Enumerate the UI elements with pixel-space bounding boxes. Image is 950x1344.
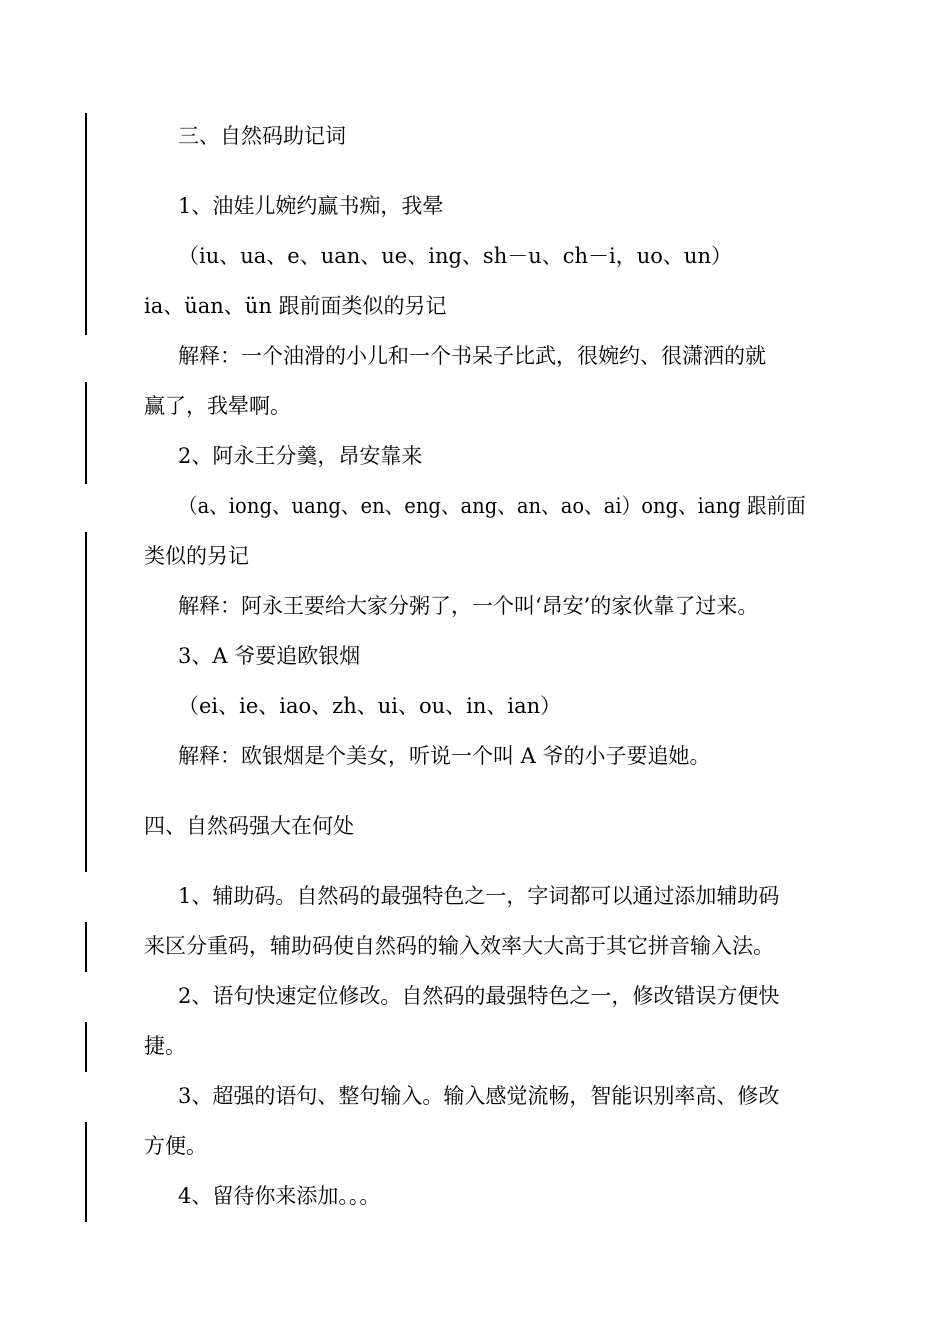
- section-heading-3: 三、自然码助记词: [178, 124, 346, 148]
- feature-3: 3、超强的语句、整句输入。输入感觉流畅，智能识别率高、修改: [178, 1084, 780, 1108]
- feature-1-cont: 来区分重码，辅助码使自然码的输入效率大大高于其它拼音输入法。: [144, 934, 774, 958]
- mnemonic-2-codes: （a、iong、uang、en、eng、ang、an、ao、ai）ong、iang 跟前面: [178, 494, 806, 518]
- feature-3-cont: 方便。: [144, 1134, 207, 1158]
- margin-change-bar: [85, 382, 87, 484]
- feature-2-cont: 捷。: [144, 1034, 186, 1058]
- margin-change-bar: [85, 1122, 87, 1222]
- feature-1: 1、辅助码。自然码的最强特色之一，字词都可以通过添加辅助码: [178, 884, 780, 908]
- section-heading-4: 四、自然码强大在何处: [144, 814, 354, 838]
- margin-change-bar: [85, 113, 87, 335]
- feature-4: 4、留待你来添加。。。: [178, 1184, 381, 1208]
- mnemonic-3-codes: （ei、ie、iao、zh、ui、ou、in、ian）: [178, 694, 562, 718]
- mnemonic-1-explanation: 解释：一个油滑的小儿和一个书呆子比武，很婉约、很潇洒的就: [178, 344, 766, 368]
- mnemonic-1-explanation-cont: 赢了，我晕啊。: [144, 394, 291, 418]
- mnemonic-3-title: 3、A 爷要追欧银烟: [178, 644, 361, 668]
- margin-change-bar: [85, 532, 87, 872]
- mnemonic-1-note: ia、üan、ün 跟前面类似的另记: [144, 294, 447, 318]
- mnemonic-2-explanation: 解释：阿永王要给大家分粥了，一个叫‘昂安’的家伙靠了过来。: [178, 594, 759, 618]
- mnemonic-1-codes: （iu、ua、e、uan、ue、ing、sh－u、ch－i，uo、un）: [178, 244, 732, 268]
- mnemonic-2-codes-cont: 类似的另记: [144, 544, 249, 568]
- mnemonic-1-title: 1、油娃儿婉约赢书痴，我晕: [178, 194, 444, 218]
- mnemonic-3-explanation: 解释：欧银烟是个美女，听说一个叫 A 爷的小子要追她。: [178, 744, 711, 768]
- margin-change-bar: [85, 922, 87, 972]
- feature-2: 2、语句快速定位修改。自然码的最强特色之一，修改错误方便快: [178, 984, 780, 1008]
- mnemonic-2-title: 2、阿永王分羹，昂安靠来: [178, 444, 423, 468]
- margin-change-bar: [85, 1022, 87, 1072]
